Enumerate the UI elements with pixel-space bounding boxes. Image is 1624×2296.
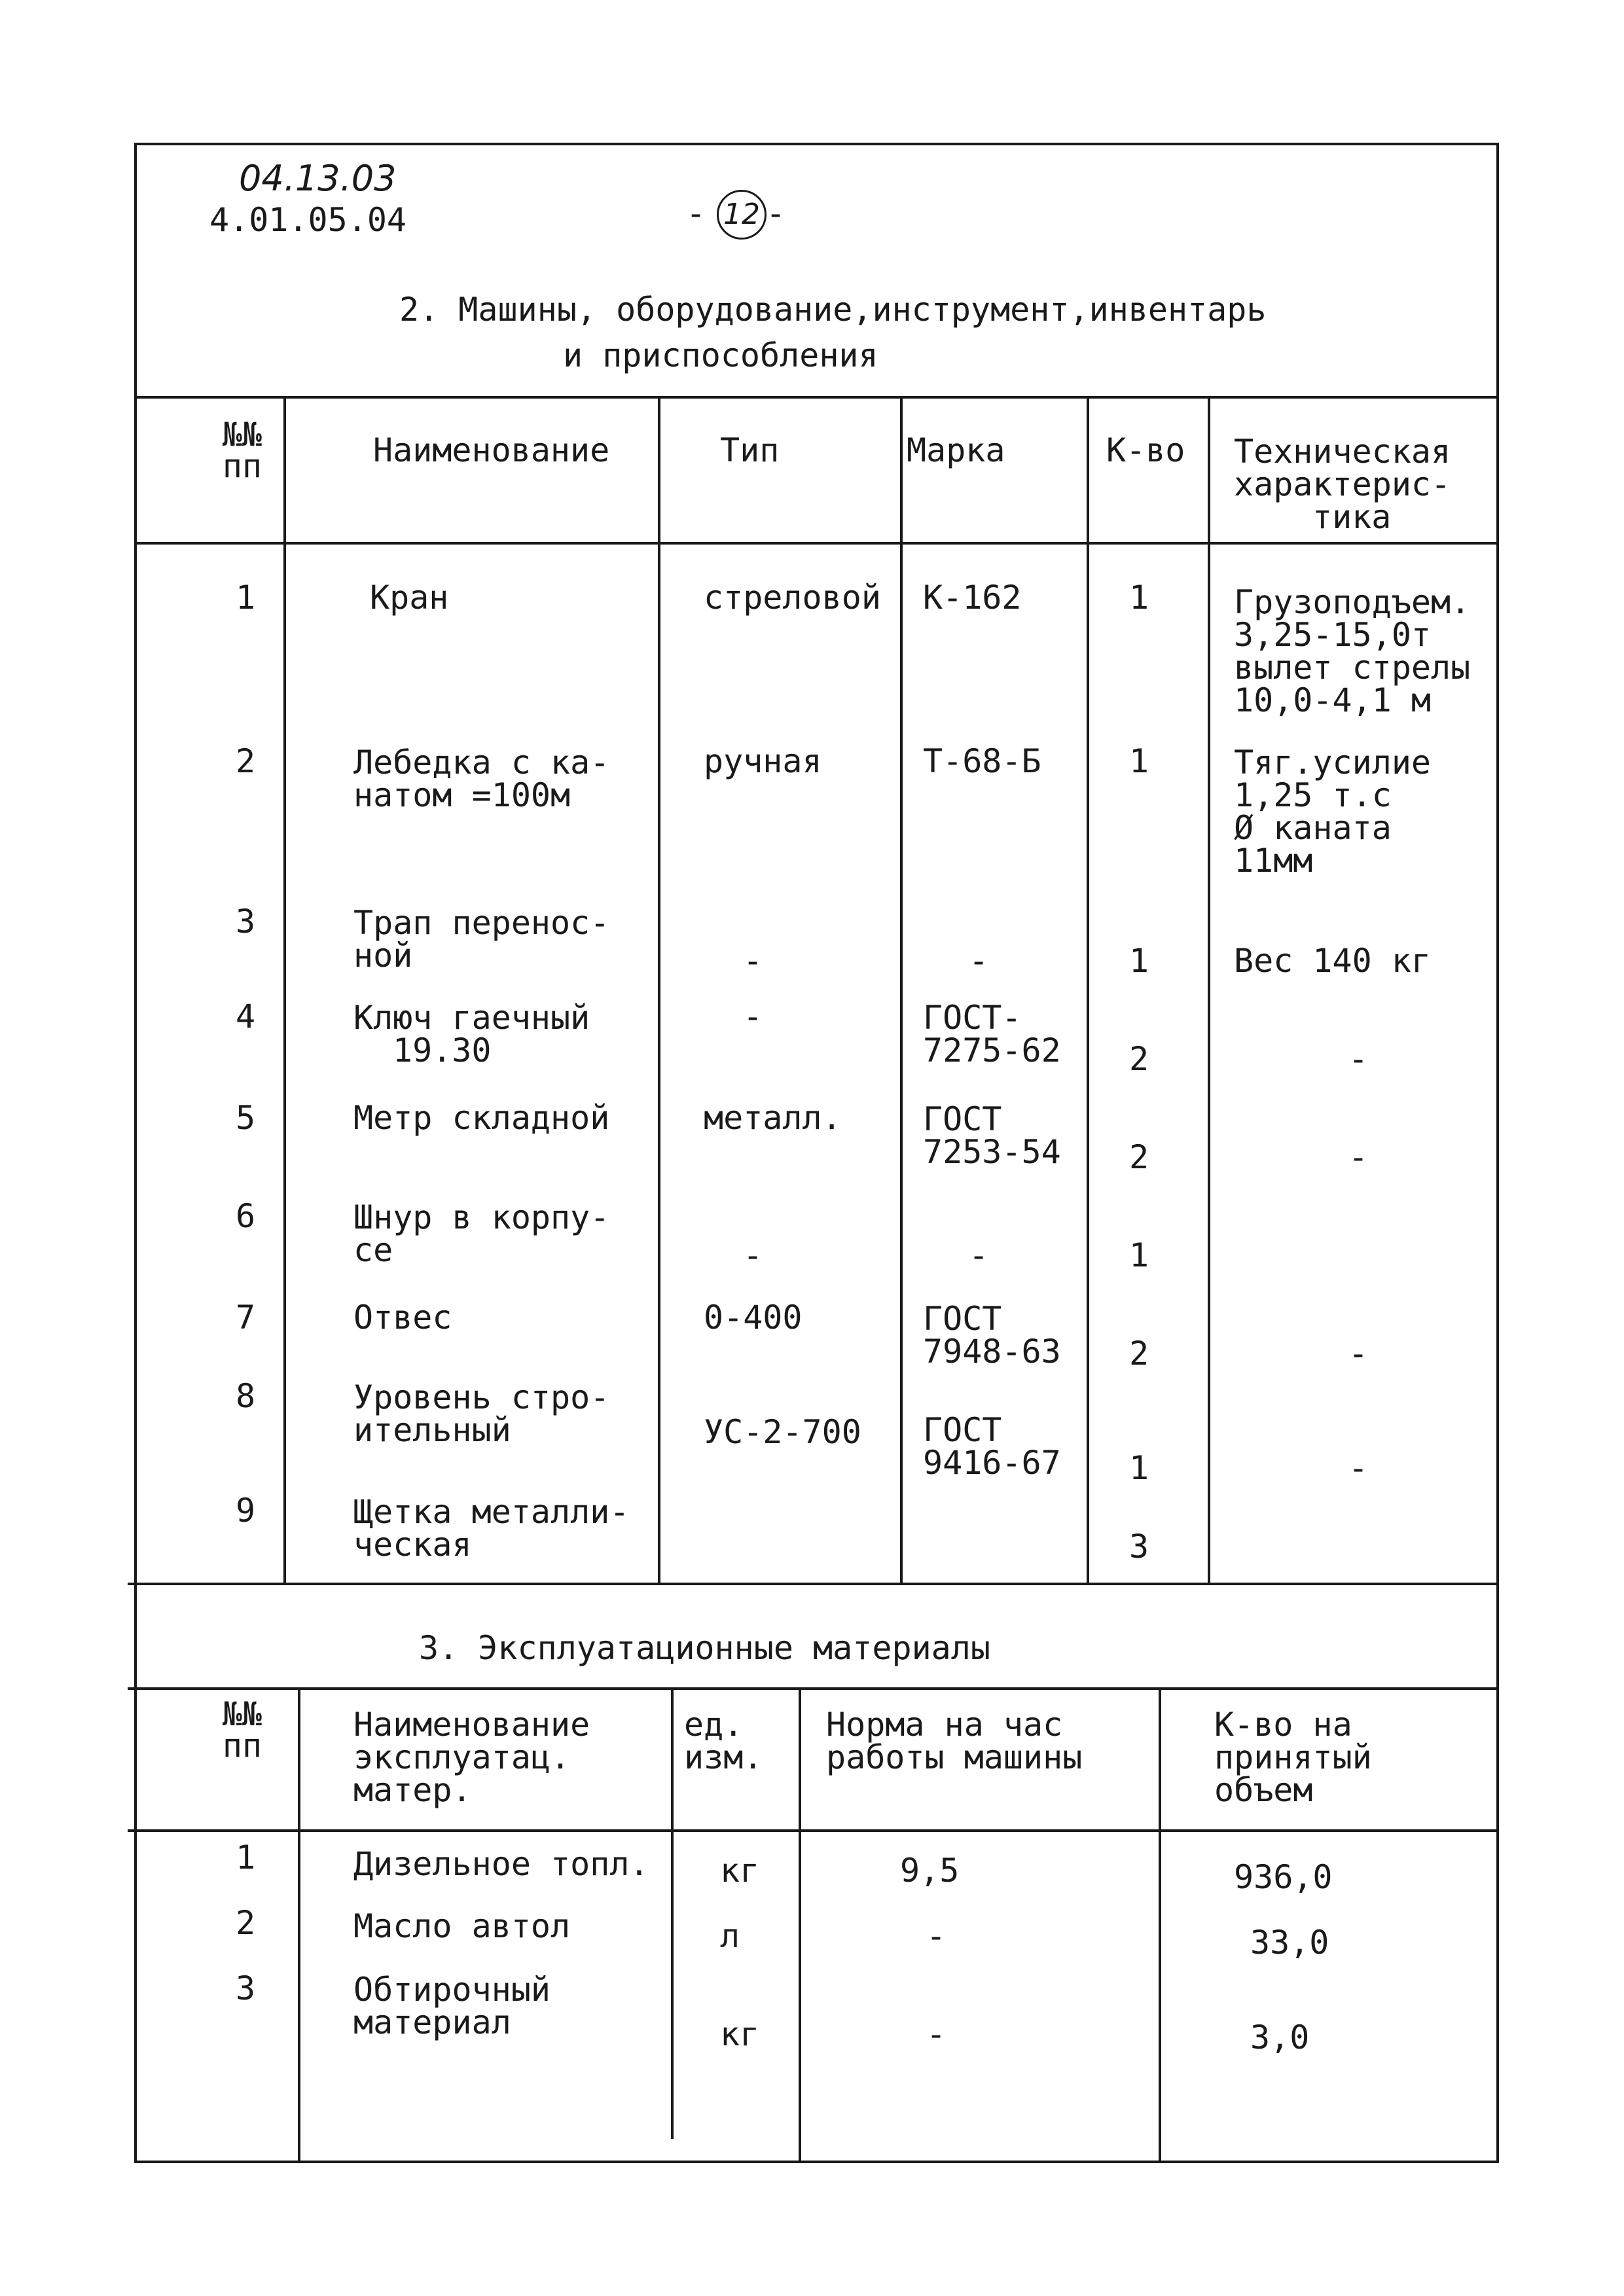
table-row-6-mark: -: [969, 1236, 989, 1274]
col-header-mark: Марка: [907, 431, 1005, 469]
t3-header-unit: ед. изм.: [684, 1706, 763, 1776]
t3-header-qty: К-во на принятый объем: [1214, 1706, 1372, 1809]
t3-header-norm: Норма на час работы машины: [826, 1706, 1083, 1776]
table2-col-divider-2: [658, 396, 660, 1583]
table-row-5-qty: 2: [1129, 1138, 1149, 1176]
col-header-type: Тип: [720, 431, 780, 469]
table-row-6-num: 6: [236, 1197, 256, 1235]
table2-bottom-rule: [128, 1583, 1499, 1585]
t3-row-3-norm: -: [926, 2015, 947, 2053]
table-row-7-mark: ГОСТ 7948-63: [923, 1300, 1061, 1371]
table-row-4-spec: -: [1348, 1040, 1369, 1078]
table2-col-divider-5: [1208, 396, 1210, 1583]
table-row-6-type: -: [743, 1236, 763, 1274]
table-row-4-qty: 2: [1129, 1040, 1149, 1078]
table-row-7-spec: -: [1348, 1335, 1369, 1372]
col-header-qty: К-во: [1106, 431, 1185, 469]
table2-top-rule: [134, 396, 1499, 399]
table-row-2-name: Лебедка с ка- натом =100м: [353, 744, 610, 814]
table-row-9-name: Щетка металли- ческая: [353, 1493, 630, 1564]
table-row-7-num: 7: [236, 1299, 256, 1336]
table-row-1-type: стреловой: [704, 579, 881, 617]
table2-header-rule: [134, 542, 1499, 545]
table-row-4-name: Ключ гаечный 19.30: [353, 999, 590, 1069]
t3-row-3-unit: кг: [720, 2015, 760, 2053]
t3-row-2-num: 2: [236, 1904, 256, 1942]
table-row-8-type: УС-2-700: [704, 1413, 861, 1451]
table-row-1-spec: Грузоподъем. 3,25-15,0т вылет стрелы 10,0-4,1 м: [1234, 583, 1471, 719]
table-row-2-spec: Тяг.усилие 1,25 т.с Ø каната 11мм: [1234, 744, 1432, 880]
table-row-5-name: Метр складной: [353, 1099, 610, 1137]
table-row-2-qty: 1: [1129, 742, 1149, 780]
section2-title-line1: 2. Машины, оборудование,инструмент,инвентарь: [399, 291, 1267, 329]
page-dash-right: -: [766, 194, 786, 232]
table-row-1-name: Кран: [370, 579, 449, 617]
col-header-spec: Техническая характерис- тика: [1234, 433, 1451, 536]
table2-col-divider-4: [1087, 396, 1089, 1583]
page-number-circle: 12: [717, 190, 767, 240]
t3-row-1-num: 1: [236, 1839, 256, 1876]
table2-col-divider-1: [283, 396, 286, 1583]
t3-row-1-name: Дизельное топл.: [353, 1845, 649, 1883]
col-header-num: №№ пп: [222, 416, 262, 485]
table3-col-divider-2: [671, 1687, 674, 2139]
t3-row-3-num: 3: [236, 1969, 256, 2007]
t3-row-2-name: Масло автол: [353, 1907, 571, 1945]
t3-row-1-norm: 9,5: [900, 1852, 960, 1890]
table-row-9-qty: 3: [1129, 1528, 1149, 1566]
section3-title: 3. Эксплуатационные материалы: [419, 1629, 990, 1667]
t3-row-2-norm: -: [926, 1917, 947, 1955]
table-row-4-num: 4: [236, 997, 256, 1035]
table-row-1-qty: 1: [1129, 579, 1149, 617]
table-row-9-num: 9: [236, 1492, 256, 1530]
t3-row-2-qty: 33,0: [1250, 1924, 1329, 1962]
page-dash-left: -: [686, 194, 706, 232]
t3-header-num: №№ пп: [222, 1695, 262, 1765]
section2-title-line2: и приспособления: [563, 336, 878, 374]
table-row-1-mark: К-162: [923, 579, 1022, 617]
table-row-6-name: Шнур в корпу- се: [353, 1198, 610, 1269]
handwritten-code: 04.13.03: [239, 158, 397, 199]
t3-row-1-unit: кг: [720, 1852, 760, 1890]
table-row-3-num: 3: [236, 903, 256, 941]
table-row-5-spec: -: [1348, 1138, 1369, 1176]
table-row-8-name: Уровень стро- ительный: [353, 1378, 610, 1449]
table3-top-rule: [128, 1687, 1499, 1690]
table-row-5-type: металл.: [704, 1099, 842, 1137]
table-row-2-mark: Т-68-Б: [923, 742, 1041, 780]
table-row-8-num: 8: [236, 1377, 256, 1415]
table-row-3-mark: -: [969, 942, 989, 980]
table-row-4-mark: ГОСТ- 7275-62: [923, 999, 1061, 1069]
table-row-7-type: 0-400: [704, 1299, 803, 1336]
table-row-7-qty: 2: [1129, 1335, 1149, 1372]
col-header-name: Наименование: [373, 431, 610, 469]
table3-header-rule: [128, 1829, 1499, 1832]
t3-row-3-name: Обтирочный материал: [353, 1971, 551, 2041]
table-row-3-name: Трап перенос- ной: [353, 904, 610, 975]
table-row-8-mark: ГОСТ 9416-67: [923, 1411, 1061, 1482]
table-row-3-type: -: [743, 942, 763, 980]
table-row-8-spec: -: [1348, 1449, 1369, 1487]
table-row-2-num: 2: [236, 742, 256, 780]
table-row-8-qty: 1: [1129, 1449, 1149, 1487]
document-code: 4.01.05.04: [209, 201, 407, 239]
table-row-3-spec: Вес 140 кг: [1234, 942, 1432, 980]
table-row-4-type: -: [743, 997, 763, 1035]
table3-col-divider-4: [1159, 1687, 1161, 2163]
t3-row-1-qty: 936,0: [1234, 1858, 1333, 1896]
table-row-3-qty: 1: [1129, 942, 1149, 980]
t3-row-2-unit: л: [720, 1917, 740, 1955]
table-row-5-num: 5: [236, 1099, 256, 1137]
table-row-5-mark: ГОСТ 7253-54: [923, 1100, 1061, 1171]
table3-col-divider-1: [298, 1687, 300, 2163]
table2-col-divider-3: [900, 396, 903, 1583]
table-row-7-name: Отвес: [353, 1299, 452, 1336]
table-row-2-type: ручная: [704, 742, 822, 780]
t3-header-name: Наименование эксплуатац. матер.: [353, 1706, 590, 1809]
table-row-6-qty: 1: [1129, 1236, 1149, 1274]
table-row-1-num: 1: [236, 579, 256, 617]
t3-row-3-qty: 3,0: [1250, 2018, 1310, 2056]
table3-col-divider-3: [799, 1687, 801, 2163]
